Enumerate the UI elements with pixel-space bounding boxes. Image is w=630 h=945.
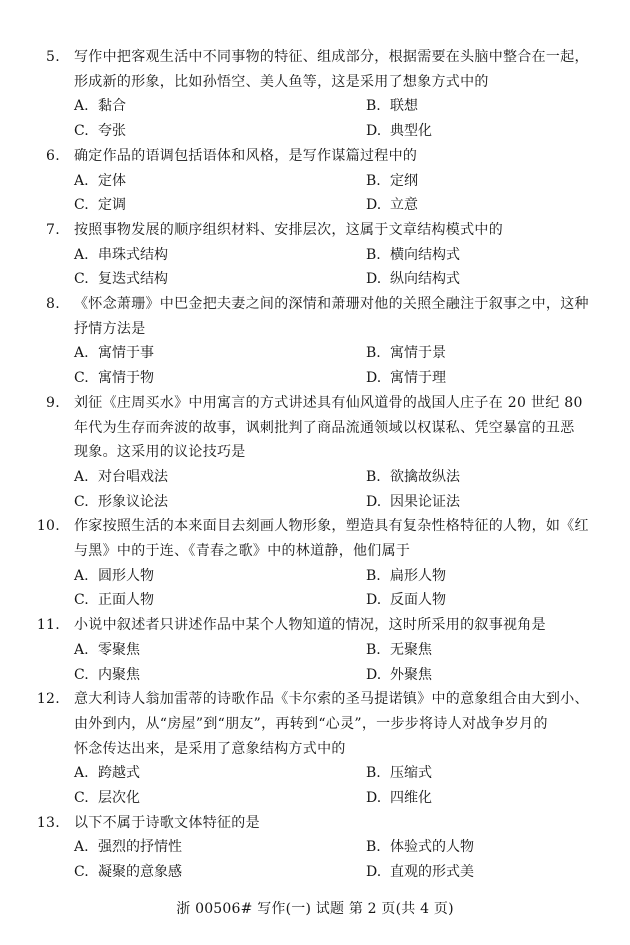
option-text: 纵向结构式 (390, 271, 460, 288)
question-text: 《怀念萧珊》中巴金把夫妻之间的深情和萧珊对他的关照全融注于叙事之中，这种 (74, 296, 589, 312)
option-text: 寓情于景 (390, 345, 446, 362)
option-label: A. (74, 345, 89, 362)
answer-option (366, 788, 432, 808)
question-number: 7. (46, 221, 60, 238)
answer-option (74, 862, 182, 882)
answer-option (74, 245, 168, 265)
answer-option (366, 467, 460, 487)
question-number: 9. (46, 394, 60, 411)
option-text: 寓情于物 (98, 370, 154, 387)
option-label: A. (74, 567, 89, 584)
option-label: C. (74, 370, 89, 387)
question-text: 形成新的形象，比如孙悟空、美人鱼等，这是采用了想象方式中的 (74, 73, 489, 90)
option-label: C. (74, 790, 89, 806)
option-text: 压缩式 (390, 765, 432, 782)
question-text: 由外到内，从“房屋”到“朋友”，再转到“心灵”，一步步将诗人对战争岁月的 (74, 715, 548, 732)
option-label: B. (366, 641, 381, 658)
answer-option (74, 837, 182, 857)
option-label: C. (74, 666, 89, 683)
answer-option (366, 171, 418, 191)
answer-option (366, 121, 432, 141)
answer-option (74, 121, 126, 141)
question-number: 13. (36, 814, 60, 831)
option-label: D. (366, 271, 382, 288)
answer-option (74, 343, 154, 363)
option-label: A. (74, 839, 89, 856)
option-label: D. (366, 592, 382, 609)
option-text: 联想 (390, 98, 418, 115)
option-text: 因果论证法 (390, 493, 460, 510)
question-text: 意大利诗人翁加雷蒂的诗歌作品《卡尔索的圣马提诺镇》中的意象组合由大到小、 (74, 691, 589, 708)
option-label: B. (366, 567, 381, 584)
option-label: D. (366, 197, 382, 214)
answer-option (366, 763, 432, 783)
option-text: 寓情于事 (98, 345, 154, 362)
option-label: D. (366, 123, 382, 140)
answer-option (366, 368, 446, 388)
answer-option (366, 590, 446, 610)
option-text: 形象议论法 (98, 493, 168, 510)
question-text: 按照事物发展的顺序组织材料、安排层次，这属于文章结构模式中的 (74, 221, 503, 238)
option-label: A. (74, 98, 89, 115)
question-text: 抒情方法是 (74, 320, 146, 337)
answer-option (74, 640, 140, 660)
answer-option (366, 96, 418, 116)
answer-option (366, 837, 474, 857)
answer-option (366, 640, 432, 660)
option-label: B. (366, 345, 381, 362)
question-text: 刘征《庄周买水》中用寓言的方式讲述具有仙风道骨的战国人庄子在 20 世纪 80 (74, 394, 583, 411)
option-label: B. (366, 98, 381, 115)
answer-option (366, 665, 432, 685)
question-number: 10. (36, 518, 60, 535)
option-text: 欲擒故纵法 (390, 468, 460, 485)
option-text: 内聚焦 (98, 666, 140, 683)
answer-option (366, 195, 418, 215)
answer-option (74, 492, 168, 512)
option-label: C. (74, 493, 89, 510)
option-text: 无聚焦 (390, 641, 432, 658)
answer-option (74, 788, 140, 808)
question-number: 11. (36, 617, 60, 634)
answer-option (366, 862, 474, 882)
option-label: D. (366, 864, 382, 881)
option-label: B. (366, 172, 381, 189)
answer-option (74, 269, 168, 289)
option-text: 复迭式结构 (98, 271, 168, 288)
option-text: 外聚焦 (390, 666, 432, 683)
question-text: 年代为生存而奔波的故事，讽刺批判了商品流通领域以权谋私、凭空暴富的丑恶 (74, 419, 575, 436)
answer-option (74, 665, 140, 685)
option-text: 反面人物 (390, 592, 446, 609)
question-text: 现象。这采用的议论技巧是 (74, 444, 246, 461)
option-label: C. (74, 197, 89, 214)
option-label: B. (366, 246, 381, 263)
answer-option (366, 566, 446, 586)
option-text: 黏合 (98, 98, 126, 115)
answer-option (74, 195, 126, 215)
answer-option (366, 492, 460, 512)
option-text: 立意 (390, 197, 418, 214)
option-text: 跨越式 (98, 765, 140, 782)
option-label: A. (74, 641, 89, 658)
answer-option (74, 566, 154, 586)
answer-option (366, 269, 460, 289)
answer-option (74, 467, 168, 487)
answer-option (74, 590, 154, 610)
answer-option (366, 245, 460, 265)
option-text: 圆形人物 (98, 567, 154, 584)
option-label: A. (74, 765, 89, 782)
option-label: D. (366, 790, 382, 806)
question-number: 6. (46, 147, 60, 164)
option-label: A. (74, 468, 89, 485)
option-text: 对台唱戏法 (98, 468, 168, 485)
option-label: D. (366, 493, 382, 510)
option-text: 串珠式结构 (98, 246, 168, 263)
option-text: 正面人物 (98, 592, 154, 609)
option-label: D. (366, 370, 382, 387)
option-label: C. (74, 123, 89, 140)
option-text: 夸张 (98, 123, 126, 140)
option-text: 扁形人物 (390, 567, 446, 584)
option-label: B. (366, 839, 381, 856)
option-text: 层次化 (98, 790, 140, 806)
option-text: 强烈的抒情性 (98, 839, 182, 856)
option-label: C. (74, 592, 89, 609)
option-text: 直观的形式美 (390, 864, 474, 881)
answer-option (74, 368, 154, 388)
answer-option (74, 763, 140, 783)
question-number: 8. (46, 296, 60, 312)
option-text: 寓情于理 (390, 370, 446, 387)
option-text: 定体 (98, 172, 126, 189)
option-text: 横向结构式 (390, 246, 460, 263)
question-text: 写作中把客观生活中不同事物的特征、组成部分，根据需要在头脑中整合在一起， (74, 49, 589, 65)
question-text: 与黑》中的于连、《青春之歌》中的林道静，他们属于 (74, 543, 411, 559)
option-text: 典型化 (390, 123, 432, 140)
option-text: 定调 (98, 197, 126, 214)
option-label: B. (366, 765, 381, 782)
option-label: A. (74, 172, 89, 189)
question-text: 小说中叙述者只讲述作品中某个人物知道的情况，这时所采用的叙事视角是 (74, 617, 546, 634)
option-text: 零聚焦 (98, 641, 140, 658)
option-text: 四维化 (390, 790, 432, 806)
answer-option (366, 343, 446, 363)
question-text: 以下不属于诗歌文体特征的是 (74, 814, 260, 831)
option-text: 凝聚的意象感 (98, 864, 182, 881)
question-text: 确定作品的语调包括语体和风格，是写作谋篇过程中的 (74, 147, 418, 164)
option-label: B. (366, 468, 381, 485)
question-text: 作家按照生活的本来面目去刻画人物形象，塑造具有复杂性格特征的人物，如《红 (74, 518, 589, 535)
question-text: 怀念传达出来，是采用了意象结构方式中的 (74, 740, 346, 757)
question-number: 12. (36, 691, 60, 708)
option-text: 体验式的人物 (390, 839, 474, 856)
option-label: D. (366, 666, 382, 683)
question-number: 5. (46, 49, 60, 65)
option-text: 定纲 (390, 172, 418, 189)
option-label: C. (74, 271, 89, 288)
answer-option (74, 96, 126, 116)
answer-option (74, 171, 126, 191)
option-label: C. (74, 864, 89, 881)
page-footer: 浙 00506# 写作(一) 试题 第 2 页(共 4 页) (176, 901, 454, 917)
option-label: A. (74, 246, 89, 263)
